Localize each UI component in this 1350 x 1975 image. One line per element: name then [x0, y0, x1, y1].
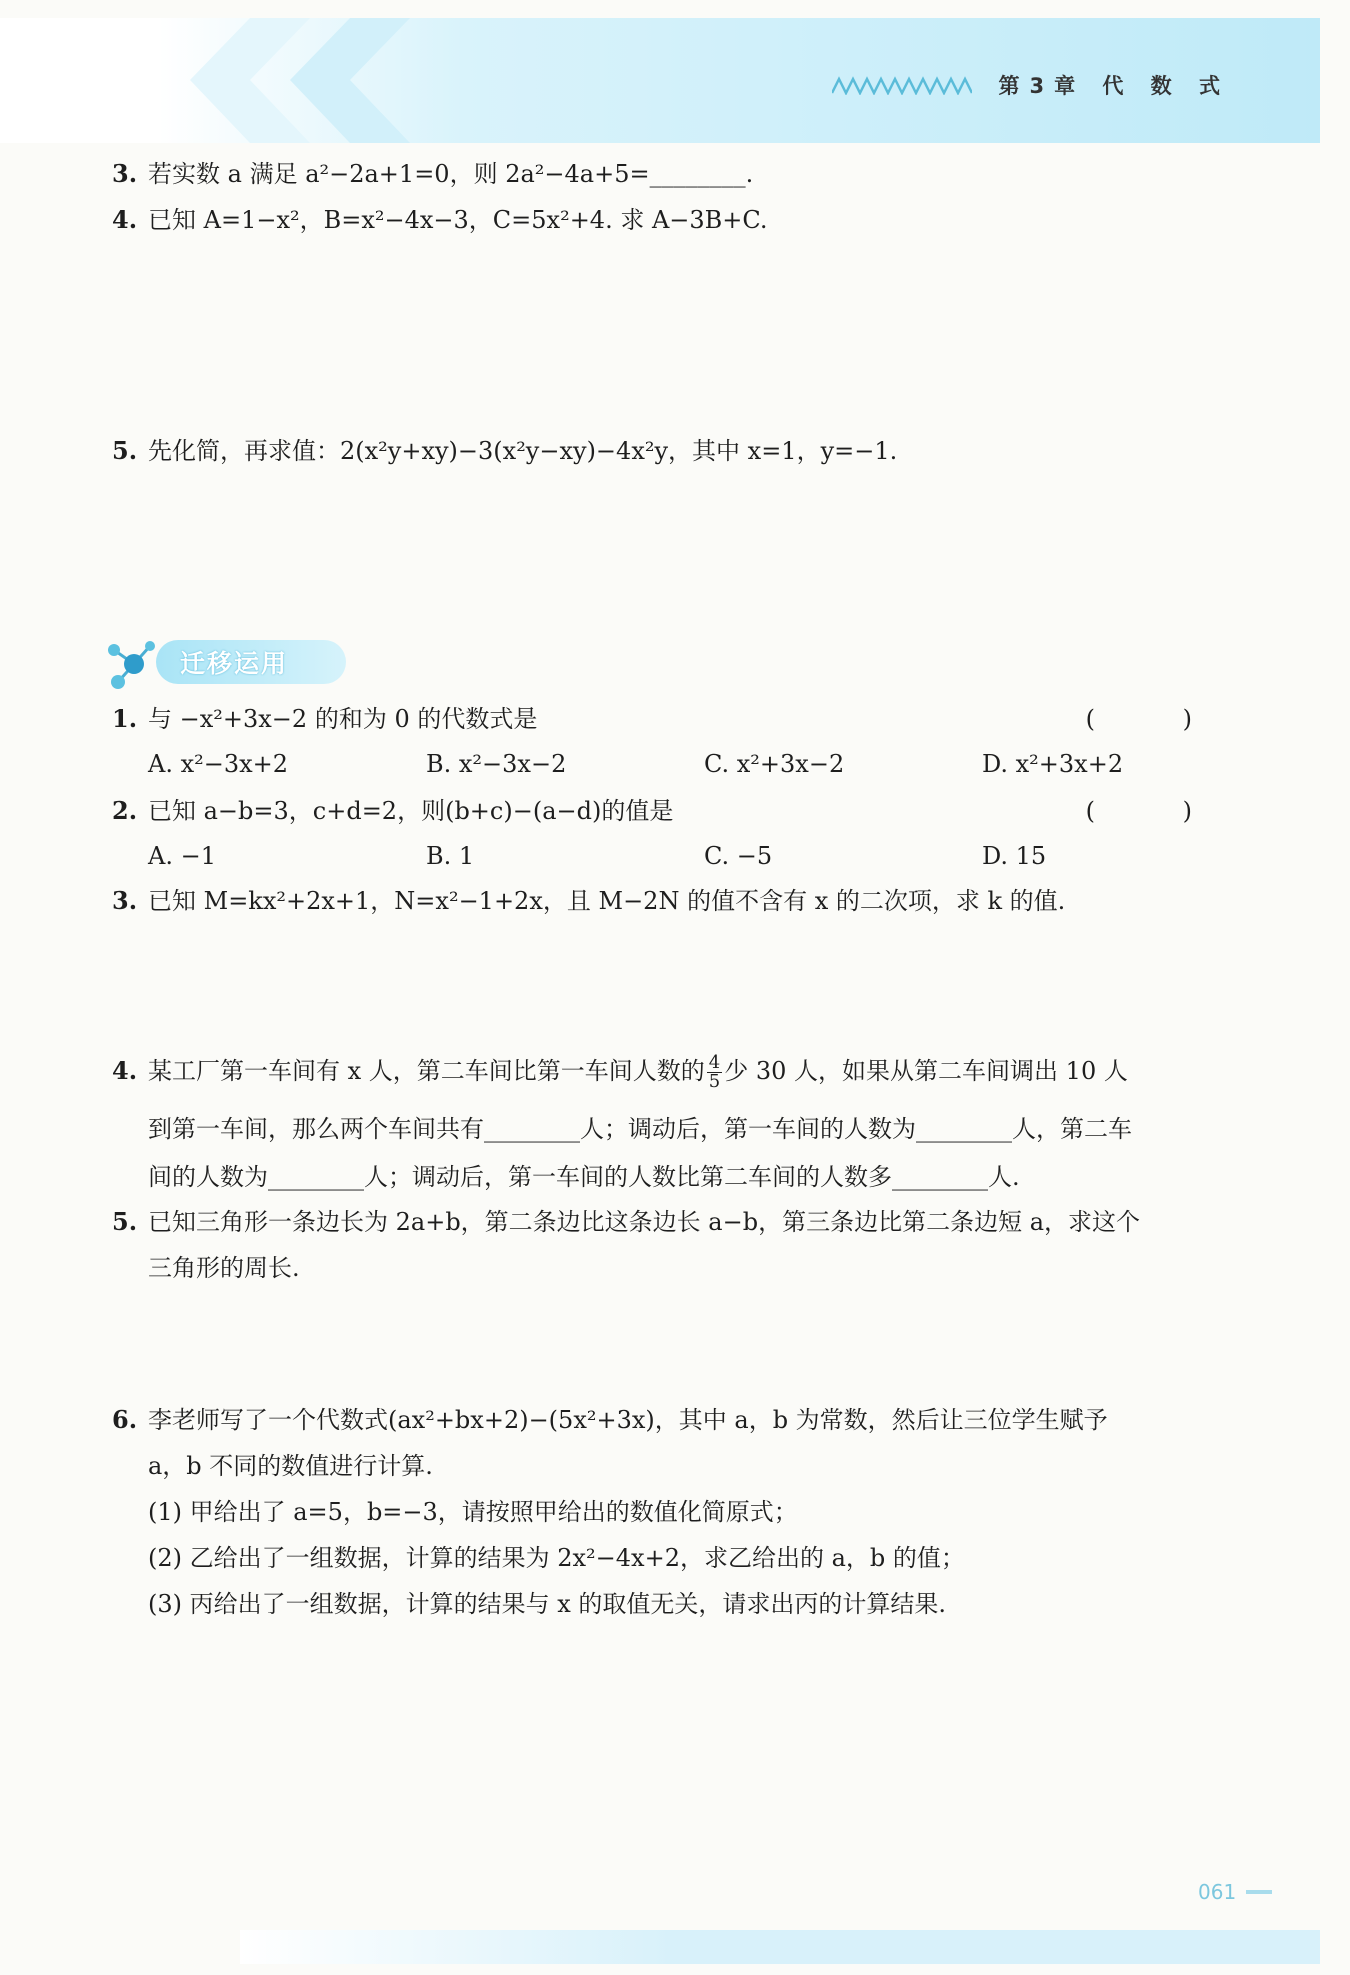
fraction: $\frac{4}{5}$: [708, 1052, 721, 1092]
answer-paren-1: ( ): [1085, 705, 1232, 733]
question-5b: 5. 已知三角形一条边长为 2a+b，第二条边比这条边长 a−b，第三条边比第二条边短 a，求这个: [112, 1207, 1141, 1236]
chapter-title: 第3章 代 数 式: [998, 74, 1230, 98]
page-number: 061: [1198, 1880, 1237, 1904]
option-b: B. 1: [426, 842, 475, 870]
option-d: D. 15: [982, 842, 1047, 870]
question-4b: 4. 某工厂第一车间有 x 人，第二车间比第一车间人数的 $\frac{4}{5}$ 少 30 人，如果从第二车间调出 10 人: [112, 1052, 1128, 1092]
footer-band: [240, 1930, 1320, 1964]
option-a: A. −1: [148, 842, 216, 870]
header-chapter: [832, 68, 1230, 102]
option-b: B. x²−3x−2: [426, 750, 567, 778]
mountain-pattern-icon: [832, 75, 972, 95]
page-dash: [1246, 1890, 1272, 1894]
question-5: 5. 先化简，再求值：2(x²y+xy)−3(x²y−xy)−4x²y，其中 x=1，y=−1.: [112, 436, 898, 465]
question-3: 3. 若实数 a 满足 a²−2a+1=0，则 2a²−4a+5=________.: [112, 159, 754, 188]
question-5b-line2: 三角形的周长.: [148, 1254, 300, 1282]
question-6: 6. 李老师写了一个代数式(ax²+bx+2)−(5x²+3x)，其中 a，b 为常数，然后让三位学生赋予: [112, 1405, 1108, 1434]
option-d: D. x²+3x+2: [982, 750, 1124, 778]
question-4b-line2: 到第一车间，那么两个车间共有________人；调动后，第一车间的人数为________人，第二车: [148, 1115, 1132, 1143]
mc-question-2: 2. 已知 a−b=3，c+d=2，则(b+c)−(a−d)的值是: [112, 796, 674, 825]
question-6-sub3: (3) 丙给出了一组数据，计算的结果与 x 的取值无关，请求出丙的计算结果.: [148, 1590, 947, 1618]
mc-question-1: 1. 与 −x²+3x−2 的和为 0 的代数式是: [112, 704, 538, 733]
section-badge: [104, 632, 364, 696]
options-2: [148, 839, 1260, 873]
question-4: 4. 已知 A=1−x²，B=x²−4x−3，C=5x²+4. 求 A−3B+C.: [112, 205, 768, 234]
answer-paren-2: ( ): [1085, 797, 1232, 825]
chevron-decoration-icon: [160, 18, 460, 143]
section-title: 迁移运用: [180, 649, 289, 678]
options-1: [148, 747, 1260, 781]
option-c: C. −5: [704, 842, 773, 870]
question-6-sub2: (2) 乙给出了一组数据，计算的结果为 2x²−4x+2，求乙给出的 a，b 的值；: [148, 1544, 965, 1572]
question-6-sub1: (1) 甲给出了 a=5，b=−3，请按照甲给出的数值化简原式；: [148, 1498, 798, 1526]
question-3b: 3. 已知 M=kx²+2x+1，N=x²−1+2x，且 M−2N 的值不含有 x 的二次项，求 k 的值.: [112, 886, 1066, 915]
question-4b-line3: 间的人数为________人；调动后，第一车间的人数比第二车间的人数多________人.: [148, 1163, 1020, 1191]
option-c: C. x²+3x−2: [704, 750, 845, 778]
option-a: A. x²−3x+2: [148, 750, 289, 778]
question-6-line2: a，b 不同的数值进行计算.: [148, 1452, 433, 1480]
